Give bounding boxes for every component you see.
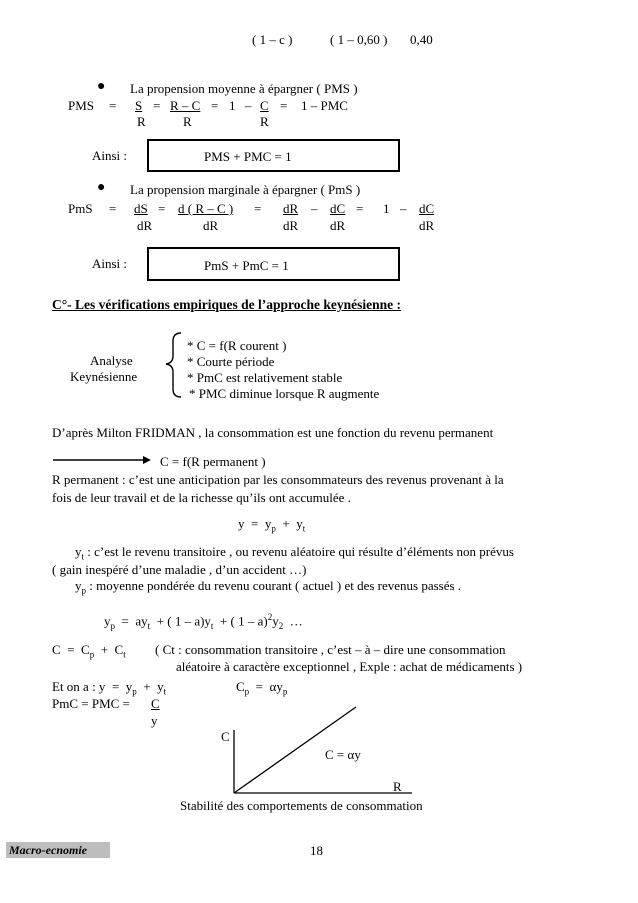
friedman-line: D’après Milton FRIDMAN , la consommation est une fonction du revenu permanent	[52, 425, 494, 440]
bullet-icon: ●	[97, 79, 106, 94]
pmgs-result-text: PmS + PmC = 1	[204, 258, 289, 273]
eta-line: Et on a : $y = y_p + y_t$	[52, 679, 167, 697]
bullet-icon: ●	[97, 180, 106, 195]
transitory-def-2: ( gain inespéré d’une maladie , d’un accident …)	[52, 562, 307, 577]
graph-y-label: C	[221, 729, 230, 744]
pms-eq-2: =	[153, 98, 161, 113]
pms-den-2: R	[183, 114, 192, 129]
pmgs-num-drc: d ( R – C )	[178, 201, 234, 216]
pmgs-den-1: dR	[137, 218, 153, 233]
cp-equation: $C_p = \alpha y_p$	[236, 679, 288, 697]
pms-title: La propension moyenne à épargner ( PMS )	[130, 81, 358, 96]
pms-num-s: S	[135, 98, 143, 113]
page-number: 18	[310, 843, 323, 858]
friedman-formula: C = f(R permanent )	[160, 454, 266, 469]
pmgs-den-4: dR	[330, 218, 346, 233]
pmgs-minus-2: –	[400, 201, 407, 216]
pmgs-den-5: dR	[419, 218, 435, 233]
yp-formula: $y_p = ay_t$ + ( $1 - a)y_t$ + ( $1 - a)^2y_2$ …	[104, 612, 303, 631]
pms-den-3: R	[260, 114, 269, 129]
pms-eq-1: =	[109, 98, 117, 113]
r-permanent-def-2: fois de leur travail et de la richesse qu’ils ont accumulée .	[52, 490, 351, 505]
pms-lhs: PMS	[68, 98, 95, 113]
pmgs-num-dc-2: dC	[419, 201, 435, 216]
pmgs-num-dc: dC	[330, 201, 346, 216]
pms-num-c: C	[260, 98, 269, 113]
analyse-item: * Courte période	[187, 354, 275, 369]
c-decomposition: $C = C_p + C_t$	[52, 642, 126, 660]
analyse-item: * C = f(R courent )	[187, 338, 287, 353]
pmc-den: y	[151, 713, 158, 728]
header-fraction-1: ( 1 – c )	[252, 32, 293, 47]
pmgs-eq-1: =	[109, 201, 117, 216]
transitory-def: $y_t$ : c’est le revenu transitoire , ou revenu aléatoire qui résulte d’éléments non prévus	[75, 544, 514, 562]
pms-den-1: R	[137, 114, 146, 129]
pmgs-den-3: dR	[283, 218, 299, 233]
pms-result-text: PMS + PMC = 1	[204, 149, 292, 164]
analyse-item: * PMC diminue lorsque R augmente	[189, 386, 380, 401]
header-fraction-3: 0,40	[410, 32, 433, 47]
pmgs-num-ds: dS	[134, 201, 148, 216]
pmgs-title: La propension marginale à épargner ( PmS )	[130, 182, 361, 197]
pms-eq-4: =	[280, 98, 288, 113]
analyse-item: * PmC est relativement stable	[187, 370, 343, 385]
pmc-num: C	[151, 696, 160, 711]
pmgs-eq-2: =	[158, 201, 166, 216]
graph-equation: C = αy	[325, 747, 361, 762]
y-equation: $y = y_p + y_t$	[238, 516, 306, 534]
pmgs-num-dr: dR	[283, 201, 299, 216]
pmgs-eq-3: =	[254, 201, 262, 216]
permanent-def: $y_p$ : moyenne pondérée du revenu courant ( actuel ) et des revenus passés .	[75, 578, 462, 596]
pmgs-den-2: dR	[203, 218, 219, 233]
r-permanent-def-1: R permanent : c’est une anticipation par les consommateurs des revenus provenant à la	[52, 472, 504, 487]
pms-tail: 1 – PMC	[301, 98, 348, 113]
graph-x-label: R	[393, 779, 402, 794]
graph-caption: Stabilité des comportements de consommation	[180, 798, 423, 813]
pms-minus: –	[245, 98, 252, 113]
section-c-heading: C°- Les vérifications empiriques de l’approche keynésienne :	[52, 297, 402, 312]
pms-eq-3: =	[211, 98, 219, 113]
pmgs-eq-4: =	[356, 201, 364, 216]
pms-one: 1	[229, 98, 236, 113]
footer-course-label: Macro-ecnomie	[6, 842, 110, 858]
pmgs-lhs: PmS	[68, 201, 93, 216]
header-fraction-2: ( 1 – 0,60 )	[330, 32, 388, 47]
pmc-equals-pmc: PmC = PMC =	[52, 696, 130, 711]
analyse-label-2: Keynésienne	[70, 369, 138, 384]
pms-ainsi: Ainsi :	[92, 148, 128, 163]
pmgs-minus: –	[311, 201, 318, 216]
pms-num-rc: R – C	[170, 98, 201, 113]
pmgs-ainsi: Ainsi :	[92, 256, 128, 271]
ct-note-2: aléatoire à caractère exceptionnel , Exple : achat de médicaments )	[176, 659, 523, 674]
pmgs-one: 1	[383, 201, 390, 216]
ct-note-1: ( Ct : consommation transitoire , c’est – à – dire une consommation	[155, 642, 506, 657]
analyse-label-1: Analyse	[90, 353, 133, 368]
